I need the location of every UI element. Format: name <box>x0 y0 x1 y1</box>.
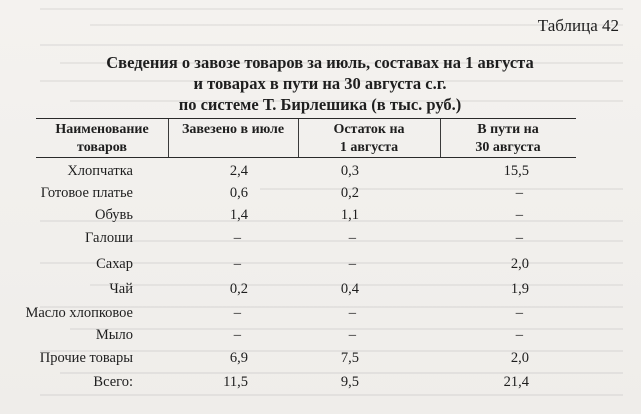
row-imported: 2,4 <box>229 163 248 179</box>
row-transit: 15,5 <box>503 163 529 179</box>
header-remain-line-2: 1 августа <box>339 140 399 155</box>
title-line-2: и товарах в пути на 30 августа с.г. <box>193 74 447 93</box>
row-remain: 1,1 <box>340 207 359 223</box>
row-remain: 0,2 <box>340 185 359 201</box>
header-remain <box>298 121 440 157</box>
row-imported: – <box>233 327 241 343</box>
row-transit: 1,9 <box>510 281 529 297</box>
title-line-1: Сведения о завозе товаров за июль, составах на 1 августа <box>106 53 534 72</box>
header-transit-line-2: 30 августа <box>475 140 541 155</box>
row-imported: 6,9 <box>229 350 248 366</box>
row-transit: 2,0 <box>510 350 529 366</box>
row-imported: – <box>233 305 241 321</box>
row-name: Сахар <box>96 256 133 272</box>
header-name-line-2: товаров <box>77 140 127 155</box>
row-name: Прочие товары <box>39 350 133 366</box>
row-remain: – <box>348 305 356 321</box>
row-transit: – <box>515 305 523 321</box>
row-name: Мыло <box>95 327 133 343</box>
row-remain: 0,4 <box>340 281 359 297</box>
table-title <box>40 52 600 115</box>
header-transit <box>440 121 576 157</box>
header-name-line-1: Наименование <box>55 122 149 137</box>
header-name <box>36 121 168 157</box>
row-remain: 7,5 <box>340 350 359 366</box>
row-transit: – <box>515 185 523 201</box>
title-line-3: по системе Т. Бирлешика (в тыс. руб.) <box>178 95 462 114</box>
row-transit: – <box>515 207 523 223</box>
row-transit: 2,0 <box>510 256 529 272</box>
header-transit-line-1: В пути на <box>477 122 539 137</box>
row-name: Готовое платье <box>40 185 133 201</box>
row-name: Галоши <box>85 230 133 246</box>
row-transit: 21,4 <box>503 374 529 390</box>
header-bottom-rule <box>36 157 576 158</box>
row-remain: – <box>348 327 356 343</box>
row-imported: 0,2 <box>229 281 248 297</box>
row-transit: – <box>515 230 523 246</box>
row-name: Всего: <box>93 374 133 390</box>
row-name: Обувь <box>94 207 133 223</box>
row-name: Масло хлопковое <box>25 305 133 321</box>
row-imported: – <box>233 230 241 246</box>
row-remain: 0,3 <box>340 163 359 179</box>
row-name: Хлопчатка <box>67 163 133 179</box>
row-remain: – <box>348 256 356 272</box>
row-imported: 1,4 <box>229 207 248 223</box>
row-imported: 0,6 <box>229 185 248 201</box>
row-remain: 9,5 <box>340 374 359 390</box>
row-imported: – <box>233 256 241 272</box>
table-number: Таблица 42 <box>537 16 619 35</box>
row-remain: – <box>348 230 356 246</box>
header-imported: Завезено в июле <box>181 122 285 137</box>
header-top-rule <box>36 118 576 119</box>
header-remain-line-1: Остаток на <box>333 122 405 137</box>
row-imported: 11,5 <box>223 374 248 390</box>
row-name: Чай <box>109 281 133 297</box>
row-transit: – <box>515 327 523 343</box>
